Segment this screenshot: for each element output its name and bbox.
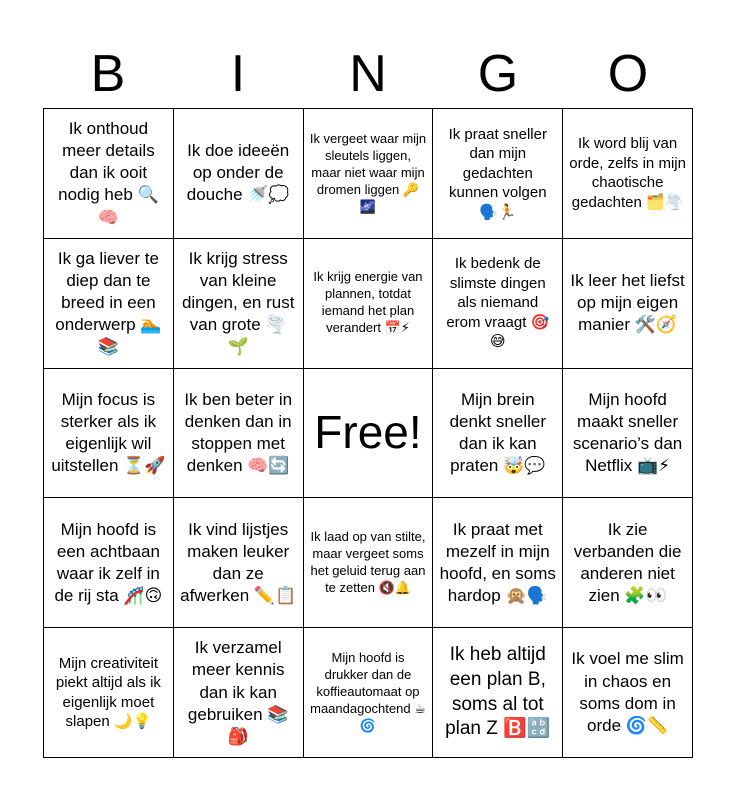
bingo-cell[interactable]: Ik doe ideeën op onder de douche 🚿💭: [174, 109, 304, 239]
bingo-cell[interactable]: Ik krijg stress van kleine dingen, en rust van grote 🌪️🌱: [174, 239, 304, 369]
bingo-cell[interactable]: Ik praat sneller dan mijn gedachten kunnen volgen 🗣️🏃: [433, 109, 563, 239]
bingo-cell[interactable]: Ik praat met mezelf in mijn hoofd, en soms hardop 🙊🗣️: [433, 498, 563, 628]
bingo-cell[interactable]: Ik word blij van orde, zelfs in mijn chaotische gedachten 🗂️🌪️: [563, 109, 693, 239]
bingo-cell[interactable]: Ik ben beter in denken dan in stoppen met denken 🧠🔄: [174, 369, 304, 499]
bingo-cell[interactable]: Ik vergeet waar mijn sleutels liggen, maar niet waar mijn dromen liggen 🔑🌌: [304, 109, 434, 239]
bingo-cell[interactable]: Ik vind lijstjes maken leuker dan ze afwerken ✏️📋: [174, 498, 304, 628]
bingo-header: [43, 40, 693, 108]
bingo-cell[interactable]: Ik leer het liefst op mijn eigen manier 🛠️🧭: [563, 239, 693, 369]
bingo-cell[interactable]: Mijn creativiteit piekt altijd als ik eigenlijk moet slapen 🌙💡: [44, 628, 174, 758]
bingo-cell[interactable]: Mijn focus is sterker als ik eigenlijk wil uitstellen ⏳🚀: [44, 369, 174, 499]
bingo-cell[interactable]: Ik bedenk de slimste dingen als niemand erom vraagt 🎯😅: [433, 239, 563, 369]
header-letter-g: G: [477, 45, 519, 103]
bingo-card: [43, 108, 693, 758]
header-letter-i: I: [230, 45, 246, 103]
bingo-cell[interactable]: Ik krijg energie van plannen, totdat iemand het plan verandert 📅⚡: [304, 239, 434, 369]
bingo-cell[interactable]: Mijn hoofd maakt sneller scenario’s dan Netflix 📺⚡: [563, 369, 693, 499]
bingo-cell[interactable]: Ik laad op van stilte, maar vergeet soms het geluid terug aan te zetten 🔇🔔: [304, 498, 434, 628]
header-letter-o: O: [607, 45, 649, 103]
bingo-cell[interactable]: Mijn brein denkt sneller dan ik kan praten 🤯💬: [433, 369, 563, 499]
bingo-cell[interactable]: Mijn hoofd is een achtbaan waar ik zelf in de rij sta 🎢🙃: [44, 498, 174, 628]
bingo-cell[interactable]: Ik onthoud meer details dan ik ooit nodig heb 🔍🧠: [44, 109, 174, 239]
bingo-cell[interactable]: Ik heb altijd een plan B, soms al tot plan Z 🅱️🔡: [433, 628, 563, 758]
bingo-cell[interactable]: Ik voel me slim in chaos en soms dom in orde 🌀📏: [563, 628, 693, 758]
bingo-cell[interactable]: Mijn hoofd is drukker dan de koffieautomaat op maandagochtend ☕🌀: [304, 628, 434, 758]
bingo-cell[interactable]: Ik verzamel meer kennis dan ik kan gebruiken 📚🎒: [174, 628, 304, 758]
bingo-cell[interactable]: Ik ga liever te diep dan te breed in een onderwerp 🏊📚: [44, 239, 174, 369]
header-letter-n: N: [349, 45, 387, 103]
free-space[interactable]: Free!: [304, 369, 434, 499]
header-letter-b: B: [90, 45, 126, 103]
bingo-cell[interactable]: Ik zie verbanden die anderen niet zien 🧩👀: [563, 498, 693, 628]
